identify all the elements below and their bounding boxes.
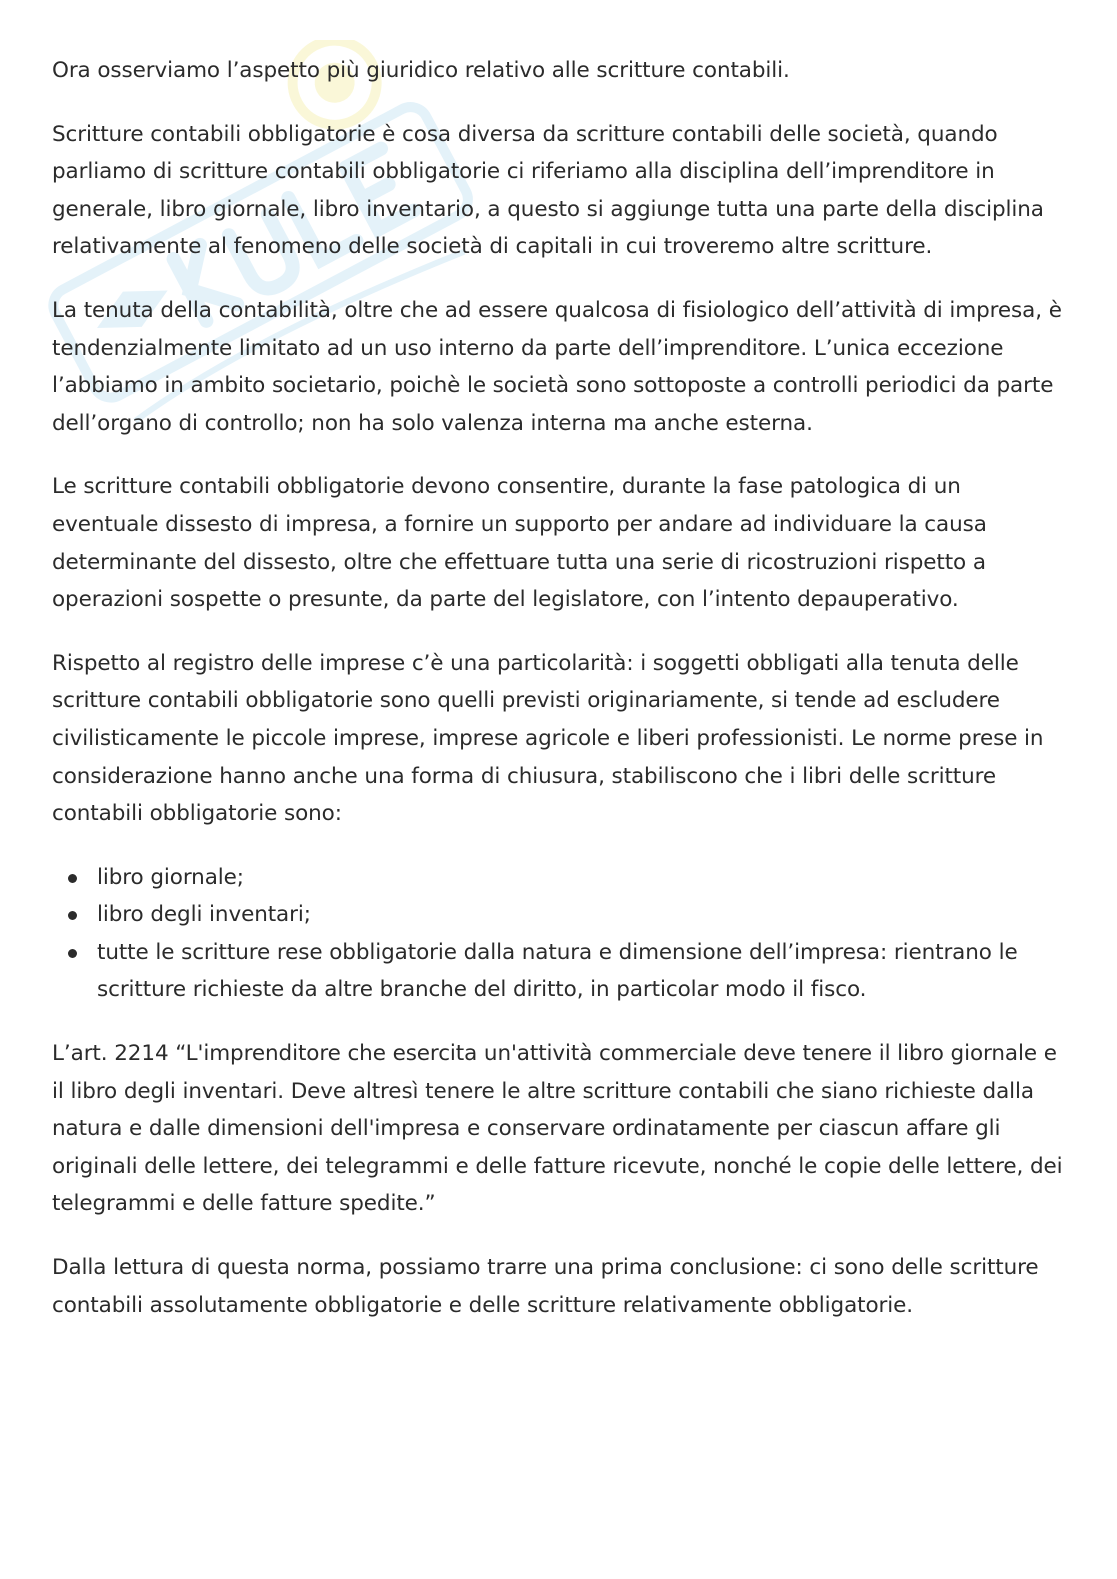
list-item	[97, 896, 1067, 934]
document-page	[52, 52, 1067, 1350]
paragraph-conclusione: Dalla lettura di questa norma, possiamo trarre una prima conclusione: ci sono delle scritture contabili assolutamente obbligatorie e delle scritture relativamente obbligatorie.	[52, 1255, 1039, 1318]
list-item-text: tutte le scritture rese obbligatorie dalla natura e dimensione dell’impresa: rientrano le scritture richieste da altre branche del diritto, in particolar modo il fisco.	[97, 939, 1018, 1003]
bullet-icon	[68, 874, 77, 883]
paragraph-tenuta-contabilita: La tenuta della contabilità, oltre che ad essere qualcosa di fisiologico dell’attività di impresa, è tendenzialmente limitato ad un uso interno da parte dell’imprenditore. L’unica eccezione l’abbiamo in ambito societario, poichè le società sono sottoposte a controlli periodici da parte dell’organo di controllo; non ha solo valenza interna ma anche esterna.	[52, 297, 1062, 436]
paragraph-intro: Ora osserviamo l’aspetto più giuridico relativo alle scritture contabili.	[52, 58, 790, 83]
paragraph-registro-imprese: Rispetto al registro delle imprese c’è una particolarità: i soggetti obbligati alla tenuta delle scritture contabili obbligatorie sono quelli previsti originariamente, si tende ad escludere civilisticamente le piccole imprese, imprese agricole e liberi professionisti. Le norme prese in considerazione hanno anche una forma di chiusura, stabiliscono che i libri delle scritture contabili obbligatorie sono:	[52, 650, 1044, 827]
bullet-list	[52, 859, 1067, 1009]
paragraph-art-2214: L’art. 2214 “L'imprenditore che esercita un'attività commerciale deve tenere il libro giornale e il libro degli inventari. Deve altresì tenere le altre scritture contabili che siano richieste dalla natura e dalle dimensioni dell'impresa e conservare ordinatamente per ciascun affare gli originali delle lettere, dei telegrammi e delle fatture ricevute, nonché le copie delle lettere, dei telegrammi e delle fatture spedite.”	[52, 1041, 1063, 1217]
list-item-text: libro giornale;	[97, 864, 244, 890]
bullet-icon	[68, 911, 77, 920]
bullet-icon	[68, 949, 77, 958]
list-item	[97, 859, 1067, 897]
paragraph-dissesto: Le scritture contabili obbligatorie devono consentire, durante la fase patologica di un eventuale dissesto di impresa, a fornire un supporto per andare ad individuare la causa determinante del dissesto, oltre che effettuare tutta una serie di ricostruzioni rispetto a operazioni sospette o presunte, da parte del legislatore, con l’intento depauperativo.	[52, 474, 987, 613]
paragraph-scritture-obbligatorie: Scritture contabili obbligatorie è cosa diversa da scritture contabili delle società, quando parliamo di scritture contabili obbligatorie ci riferiamo alla disciplina dell’imprenditore in generale, libro giornale, libro inventario, a questo si aggiunge tutta una parte della disciplina relativamente al fenomeno delle società di capitali in cui troveremo altre scritture.	[52, 121, 1044, 260]
list-item	[97, 934, 1067, 1009]
list-item-text: libro degli inventari;	[97, 902, 311, 928]
